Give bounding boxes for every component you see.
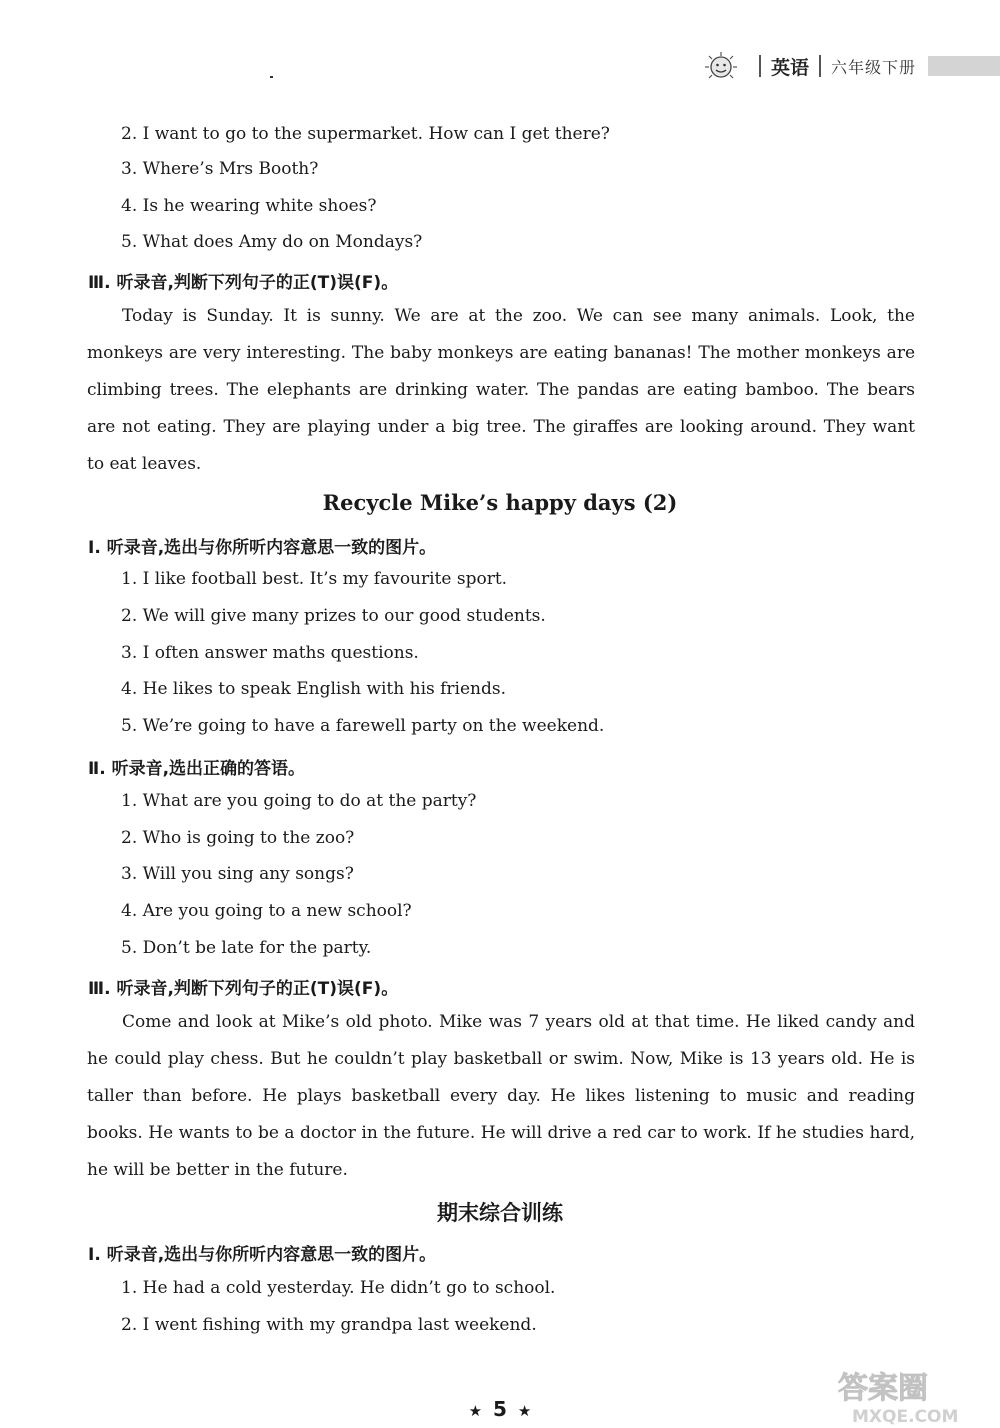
page-number: 5 — [493, 1397, 507, 1421]
list-item: 2. We will give many prizes to our good students. — [121, 606, 546, 626]
unit-title: Recycle Mike’s happy days (2) — [322, 490, 678, 515]
header-divider — [819, 55, 821, 77]
header-divider — [759, 55, 761, 77]
header-grade: 六年级下册 — [830, 57, 916, 77]
list-item: 5. What does Amy do on Mondays? — [121, 232, 423, 252]
list-item: 2. I want to go to the supermarket. How can I get there? — [121, 124, 610, 144]
list-item: 4. Is he wearing white shoes? — [121, 196, 377, 216]
section-heading: Ⅲ. 听录音,判断下列句子的正(T)误(F)。 — [88, 273, 399, 293]
section-heading: Ⅰ. 听录音,选出与你所听内容意思一致的图片。 — [88, 538, 437, 558]
list-item: 1. He had a cold yesterday. He didn’t go to school. — [121, 1278, 556, 1298]
unit-title: 期末综合训练 — [437, 1201, 563, 1225]
list-item: 2. Who is going to the zoo? — [121, 828, 355, 848]
list-item: 3. I often answer maths questions. — [121, 643, 419, 663]
svg-text:MXQE.COM: MXQE.COM — [852, 1407, 959, 1427]
cartoon-sun-icon — [703, 51, 739, 81]
listening-passage: Today is Sunday. It is sunny. We are at the zoo. We can see many animals. Look, the monkeys are very interesting. The baby monkeys are eating bananas! The mother monkeys are climbing trees. The elephants are drinking water. The pandas are eating bamboo. The bears are not eating. They are playing under a big tree. The giraffes are looking around. They want to eat leaves. — [87, 306, 915, 474]
star-icon: ★ — [468, 1402, 483, 1420]
list-item: 4. Are you going to a new school? — [121, 901, 412, 921]
star-icon: ★ — [517, 1402, 532, 1420]
section-heading: Ⅲ. 听录音,判断下列句子的正(T)误(F)。 — [88, 979, 399, 999]
list-item: 2. I went fishing with my grandpa last weekend. — [121, 1315, 537, 1335]
list-item: 5. Don’t be late for the party. — [121, 938, 372, 958]
header-subject: 英语 — [770, 56, 809, 79]
section-heading: Ⅱ. 听录音,选出正确的答语。 — [88, 759, 306, 779]
running-header — [703, 44, 1000, 88]
list-item: 4. He likes to speak English with his friends. — [121, 679, 507, 699]
list-item: 3. Will you sing any songs? — [121, 864, 354, 884]
stray-mark — [270, 76, 273, 78]
listening-passage: Come and look at Mike’s old photo. Mike was 7 years old at that time. He liked candy and he could play chess. But he couldn’t play basketball or swim. Now, Mike is 13 years old. He is taller than before. He plays basketball every day. He likes listening to music and reading books. He wants to be a doctor in the future. He will drive a red car to work. If he studies hard, he will be better in the future. — [87, 1012, 915, 1180]
svg-text:答案圈: 答案圈 — [838, 1371, 928, 1406]
list-item: 3. Where’s Mrs Booth? — [121, 159, 319, 179]
list-item: 1. I like football best. It’s my favourite sport. — [121, 569, 508, 589]
header-grey-bar — [928, 56, 1000, 76]
section-heading: Ⅰ. 听录音,选出与你所听内容意思一致的图片。 — [88, 1245, 437, 1265]
watermark-logo — [830, 1360, 1000, 1428]
list-item: 5. We’re going to have a farewell party on the weekend. — [121, 716, 605, 736]
list-item: 1. What are you going to do at the party? — [121, 791, 477, 811]
